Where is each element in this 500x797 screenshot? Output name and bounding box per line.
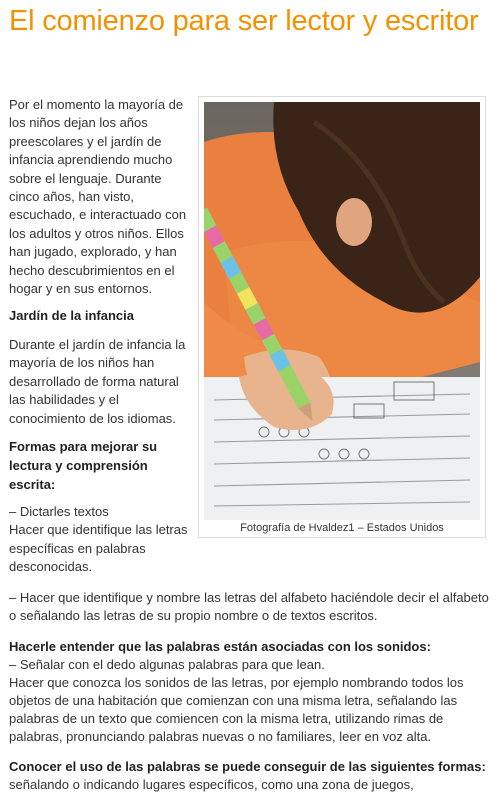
- sounds-line-1: – Señalar con el dedo algunas palabras para que lean.: [9, 657, 325, 672]
- alphabet-text: – Hacer que identifique y nombre las letras del alfabeto haciéndole decir el alfabeto o señalando las letras de su propio nombre o de textos escritos.: [9, 590, 489, 623]
- dictate-item: – Dictarles textos: [9, 503, 109, 519]
- sounds-heading: Hacerle entender que las palabras están asociadas con los sonidos:: [9, 639, 431, 654]
- usage-section: [9, 758, 489, 794]
- alphabet-paragraph: [9, 589, 489, 625]
- kindergarten-paragraph: Durante el jardín de infancia la mayoría de los niños han desarrollado de forma natural las habilidades y el conocimiento de los idiomas.: [9, 336, 186, 426]
- intro-paragraph: Por el momento la mayoría de los niños dejan los años preescolares y el jardín de infancia aprendiendo mucho sobre el lenguaje. Durante cinco años, han visto, escuchado, e interactuado con los adultos y otros niños. Ellos han jugado, explorado, y han hecho descubrimientos en el hogar y en sus entornos.: [9, 97, 187, 297]
- photo-figure: [198, 96, 486, 538]
- sounds-line-2: Hacer que conozca los sonidos de las letras, por ejemplo nombrando todos los objetos de una habitación que comienzan con una misma letra, señalando las palabras de un texto que comiencen con la misma letra, utilizando rimas de palabras, pronunciando palabras nuevas o no familiares, leer en voz alta.: [9, 675, 464, 744]
- kindergarten-heading: Jardín de la infancia: [9, 308, 134, 324]
- identify-letters-item: Hacer que identifique las letras específicas en palabras desconocidas.: [9, 522, 188, 575]
- usage-heading: Conocer el uso de las palabras se puede conseguir de las siguientes formas:: [9, 759, 486, 774]
- usage-text: señalando o indicando lugares específicos, como una zona de juegos,: [9, 777, 414, 792]
- child-writing-photo: [204, 102, 480, 520]
- photo-caption: Fotografía de Hvaldez1 – Estados Unidos: [240, 522, 444, 534]
- left-column: [9, 96, 192, 586]
- sounds-section: [9, 638, 489, 746]
- ways-heading: Formas para mejorar su lectura y comprensión escrita:: [9, 438, 158, 492]
- page-title: El comienzo para ser lector y escritor: [9, 5, 479, 37]
